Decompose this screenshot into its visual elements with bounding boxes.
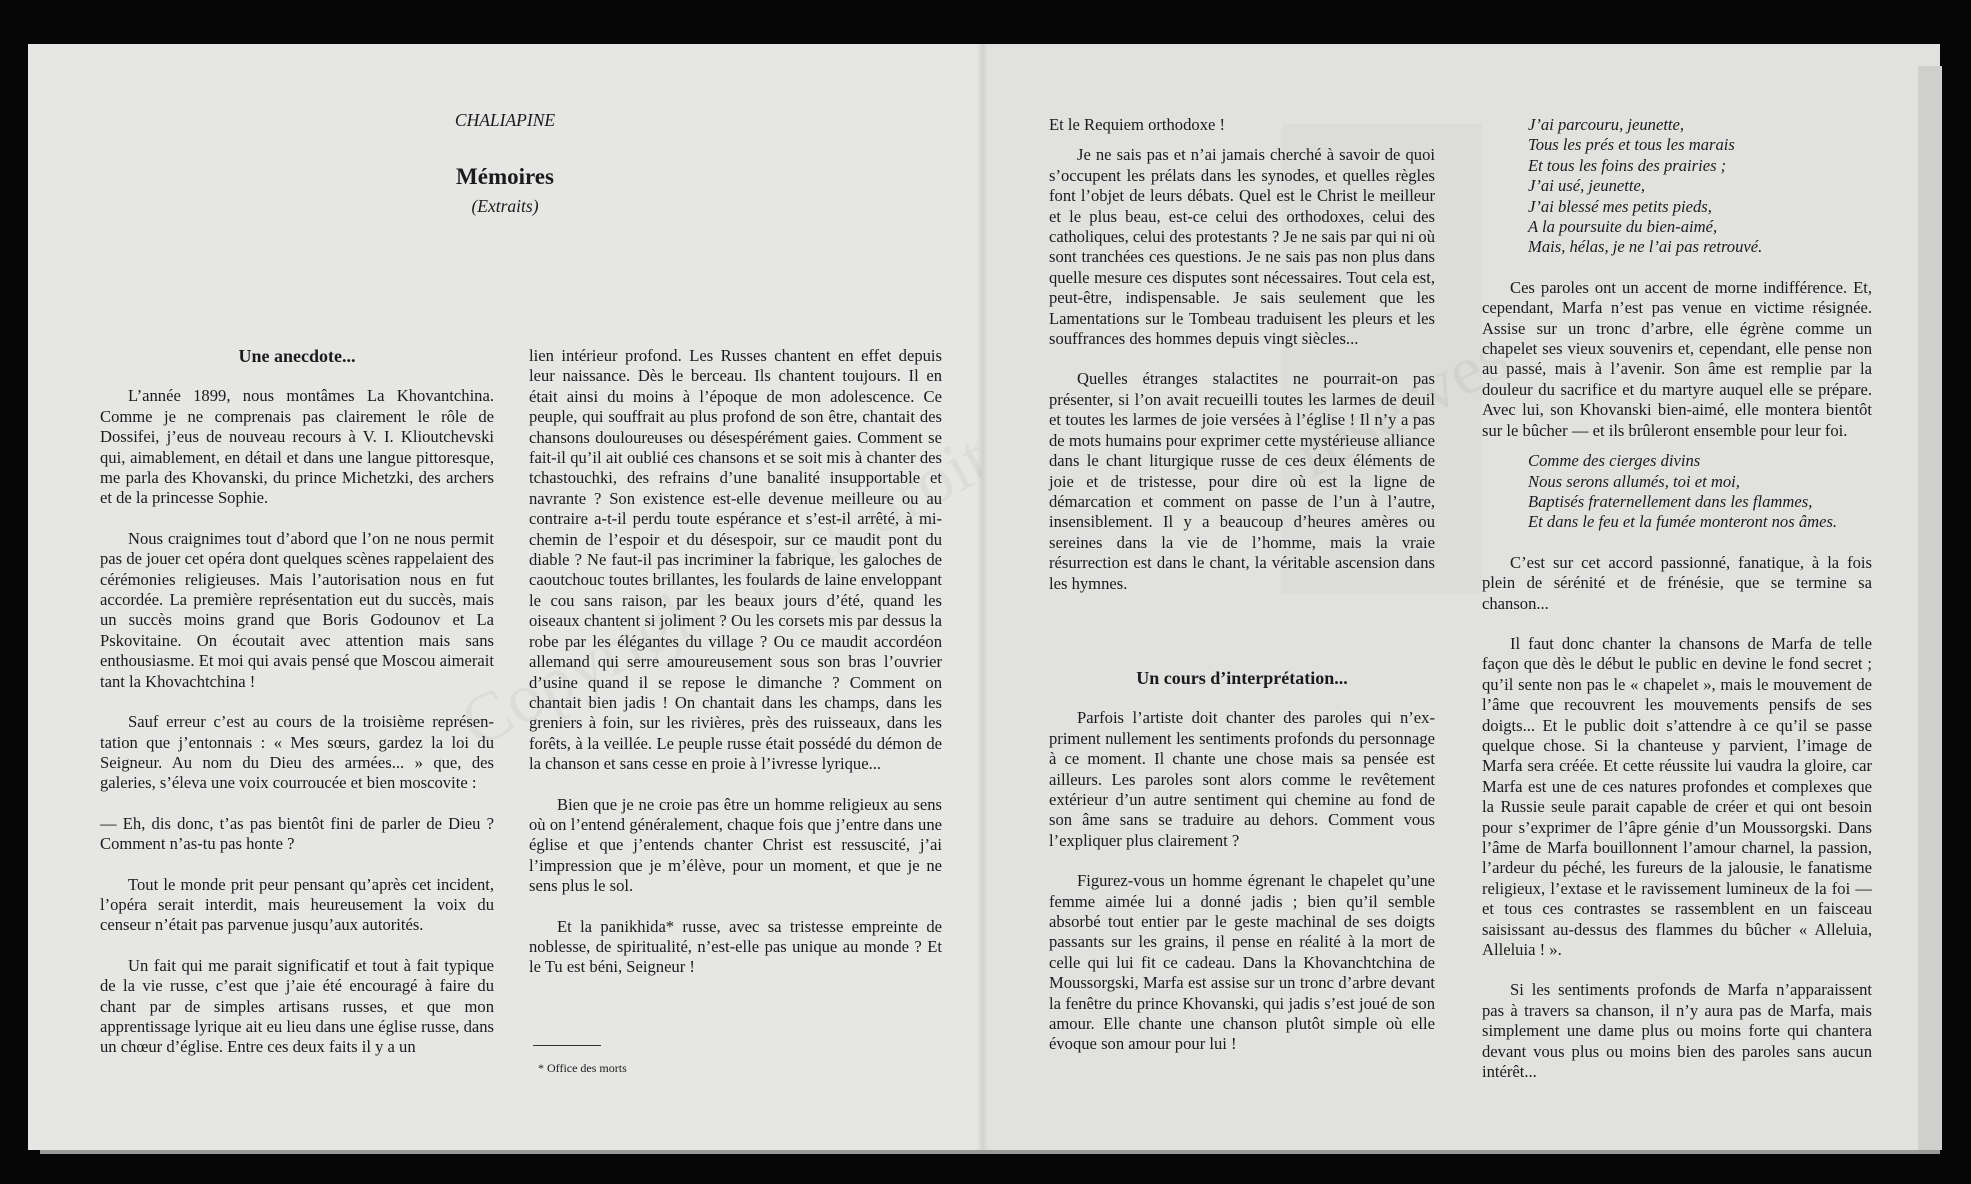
paragraph: Il faut donc chanter la chansons de Marfa de telle façon que dès le début le public en devine le fond secret ; qu’il sente non pas le « chapelet », mais le mouvement de l’âme que recouvrent les mouvements pensifs de ses doigts... Et le public doit s’attendre à ce qu’il se passe quelque chose. Si la chanteuse y parvient, l’image de Marfa sera créée. Et cette réussite lui vaudra la gloire, car Marfa est une de ces natures profondes et complexes que la Russie seule parait capable de créer et qui ont besoin pour s’exprimer de l’âpre génie d’un Moussorgski. Dans l’âme de Marfa bouillonnent l’amour charnel, la passion, l’ardeur du péché, les fureurs de la jalousie, le fanatisme religieux, l’extase et le ravissement lumineux de la foi — et tous ces contrastes se rassemblent en un faisceau saisissant au-dessus des flammes du bûcher « Alleluia, Alleluia ! ». (1482, 633, 1872, 960)
verse-line: J’ai blessé mes petits pieds, (1528, 196, 1712, 216)
verse-line: Et dans le feu et la fumée monteront nos âmes. (1528, 512, 1838, 532)
paragraph: Sauf erreur c’est au cours de la troisième représentation que j’entonnais : « Mes sœurs, gardez la loi du Seigneur. Au nom du Dieu des armées... » que, des galeries, s’éleva une voix courroucée et bien moscovite : (100, 712, 494, 793)
paragraph: Et le Requiem orthodoxe ! (1049, 115, 1226, 134)
verse-line: Mais, hélas, je ne l’ai pas retrouvé. (1528, 237, 1763, 257)
section-heading-anecdote: Une anecdote... (238, 346, 356, 366)
verse-line: Baptisés fraternellement dans les flammes, (1528, 491, 1813, 511)
paragraph: Et la panikhida* russe, avec sa tristesse empreinte de noblesse, de spiritualité, n’est-elle pas unique au monde ? Et le Tu est béni, Seigneur ! (529, 916, 942, 977)
paragraph: lien intérieur profond. Les Russes chantent en effet depuis leur naissance. Dès le berceau. Ils chantent toujours. Il en était ainsi du moins à l’époque de mon adolescence. Ce peuple, qui souffrait au plus profond de son être, chantait des chansons douloureuses ou désespérément gaies. Comment se fait-il qu’il ait oublié ces chansons et se soit mis à chanter des tchastouchki, des refrains d’une banalité insupportable et navrante ? Son existence est-elle devenue meilleure ou au contraire a-t-il perdu toute espérance et s’est-il arrêté, à mi-chemin de l’espoir et du désespoir, sur ce maudit pont du diable ? Ne faut-il pas incriminer la fabrique, les galoches de caoutchouc toutes brillantes, les foulards de laine enveloppant le cou sans raison, par les beaux jours d’été, quand les oiseaux chantent si joliment ? Ou les corsets mis par dessus la robe par les élégantes du village ? Ou ce maudit accordéon allemand qui serre amoureusement sous son bras l’ouvrier d’usine quand il se repose le dimanche ? Comment on chantait bien jadis ! On chantait dans les champs, dans les greniers à foin, sur les rivières, près des ruisseaux, dans les forêts, à la veillée. Le peuple russe était possédé du démon de la chanson et sans cesse en proie à l’ivresse lyrique... (529, 346, 942, 774)
left-page (28, 44, 982, 1150)
page-subtitle: (Extraits) (471, 196, 539, 216)
verse-line: J’ai parcouru, jeunette, (1528, 115, 1685, 134)
right-page (982, 44, 1940, 1150)
text-column-3 (1049, 115, 1435, 1075)
verse-line: Comme des cierges divins (1528, 451, 1701, 471)
paragraph: Ces paroles ont un accent de morne indifférence. Et, cependant, Marfa n’est pas venue en victime résignée. Assise sur un tronc d’arbre, elle égrène comme un chapelet ses vieux souvenirs et, cependant, elle pense non au passé, mais à l’avenir. Son âme est remplie par la douleur du sacrifice et du martyre auquel elle se prépare. Avec lui, son Khovanski bien-aimé, elle montera bientôt sur le bûcher — et ils brûleront ensemble pour leur foi. (1482, 277, 1872, 440)
page-title: Mémoires (456, 164, 554, 189)
footnote-rule (533, 1045, 601, 1046)
verse-block (1482, 451, 1872, 533)
verse-line: Et tous les foins des prairies ; (1528, 155, 1727, 175)
text-column-1 (100, 346, 494, 1078)
paragraph: Figurez-vous un homme égrenant le chapelet qu’une femme aimée lui a donné jadis ; bien qu’il semble absorbé tout entier par le geste machinal de ses doigts passants sur les grains, il pense en réalité à la mort de celle qui lui fit ce cadeau. Dans la Khovanchtchina de Moussorgski, Marfa est assise sur un tronc d’arbre devant la fenêtre du prince Khovanski, qui jadis s’est joué de son amour. Elle chante une chanson plutôt simple où elle évoque son amour pour lui ! (1049, 871, 1435, 1054)
paragraph: Bien que je ne croie pas être un homme religieux au sens où on l’entend généralement, chaque fois que j’entre dans une église et que j’entends chanter Christ est ressuscité, j’ai l’impression que je m’élève, pour un moment, et que je ne sens plus le sol. (529, 794, 942, 896)
paragraph: C’est sur cet accord passionné, fanatique, à la fois plein de sérénité et de frénésie, que se termine sa chanson... (1482, 552, 1872, 613)
text-column-4 (1482, 115, 1872, 1102)
paragraph: Parfois l’artiste doit chanter des paroles qui n’expriment nullement les sentiments profonds du personnage à ce moment. Il chante une chose mais sa pensée est ailleurs. Les paroles sont alors comme le revêtement extérieur d’un autre sentiment qui chemine au fond de son âme sans se traduire au dehors. Comment vous l’expliquer plus clairement ? (1049, 708, 1435, 850)
page-edge-bottom (40, 1150, 1940, 1154)
paragraph: Nous craignimes tout d’abord que l’on ne nous permit pas de jouer cet opéra dont quelques scènes rappelaient des cérémonies religieuses. Mais l’autorisation nous en fut accordée. La première représentation eut du succès, mais un succès moins grand que Boris Godounov et La Pskovitaine. On écoutait avec attention mais sans enthousiasme. Et moi qui avais pensé que Moscou aimerait tant la Khovachtchina ! (100, 528, 494, 691)
paragraph: Tout le monde prit peur pensant qu’après cet incident, l’opéra serait interdit, mais heureusement la voix du censeur n’était pas parvenue jusqu’aux autorités. (100, 874, 494, 935)
verse-line: J’ai usé, jeunette, (1528, 176, 1646, 196)
author-name: CHALIAPINE (454, 110, 556, 130)
book-gutter (976, 44, 988, 1150)
verse-block (1482, 115, 1872, 258)
paragraph: Si les sentiments profonds de Marfa n’apparaissent pas à travers sa chanson, il n’y aura pas de Marfa, mais simplement une dame plus ou moins forte qui chantera devant vous plus ou moins bien des paroles sans aucun intérêt... (1482, 980, 1872, 1082)
paragraph: Un fait qui me parait significatif et tout à fait typique de la vie russe, c’est que j’aie été encouragé à faire du chant par de simples artisans russes, et que mon apprentissage lyrique ait eu lieu dans une église russe, dans un chœur d’église. Entre ces deux faits il y a un (100, 955, 494, 1057)
paragraph: Quelles étranges stalactites ne pourrait-on pas présenter, si l’on avait recueilli toutes les larmes de deuil et toutes les larmes de joie versées à l’église ! Il n’y a pas de mots humains pour exprimer cette mystérieuse alliance dans le chant liturgique russe de ces deux éléments de joie et de tristesse, pour dire où est la ligne de démarcation et comment on passe de l’un à l’autre, insensiblement. Il y a beaucoup d’heures amères ou sereines dans la vie de l’homme, mais la vraie résurrection est dans le chant, la véritable ascension dans les hymnes. (1049, 369, 1435, 593)
paragraph: L’année 1899, nous montâmes La Khovantchina. Comme je ne comprenais pas clairement le rôle de Dossifei, j’eus de nouveau recours à V. I. Klioutchevski qui, aimablement, en détail et dans une langue pittoresque, me parla des Khovanski, du prince Michetzki, des archers et de la princesse Sophie. (100, 386, 494, 508)
section-heading-interpretation: Un cours d’interprétation... (1136, 667, 1348, 688)
page-edge (1918, 66, 1942, 1150)
verse-line: Nous serons allumés, toi et moi, (1528, 471, 1740, 491)
footnote: * Office des morts (538, 1061, 627, 1075)
paragraph: Je ne sais pas et n’ai jamais cherché à savoir de quoi s’occupent les prélats dans les synodes, et quelles règles font l’objet de leurs débats. Quel est le Christ le meilleur et le plus beau, est-ce celui des orthodoxes, celui des catholiques, celui des protestants ? Je ne sais par qui ni où sont tranchées ces questions. Je ne sais pas non plus dans quelle mesure ces disputes sont nécessaires. Tout cela est, peut-être, indispensable. Je sais seulement que les Lamentations sur le Tombeau traduisent les pleurs et les souffrances des hommes depuis vingt siècles... (1049, 145, 1435, 349)
verse-line: A la poursuite du bien-aimé, (1528, 217, 1718, 237)
verse-line: Tous les prés et tous les marais (1528, 135, 1735, 155)
paragraph: — Eh, dis donc, t’as pas bientôt fini de parler de Dieu ? Comment n’as-tu pas honte ? (100, 813, 494, 854)
text-column-2 (529, 346, 942, 998)
